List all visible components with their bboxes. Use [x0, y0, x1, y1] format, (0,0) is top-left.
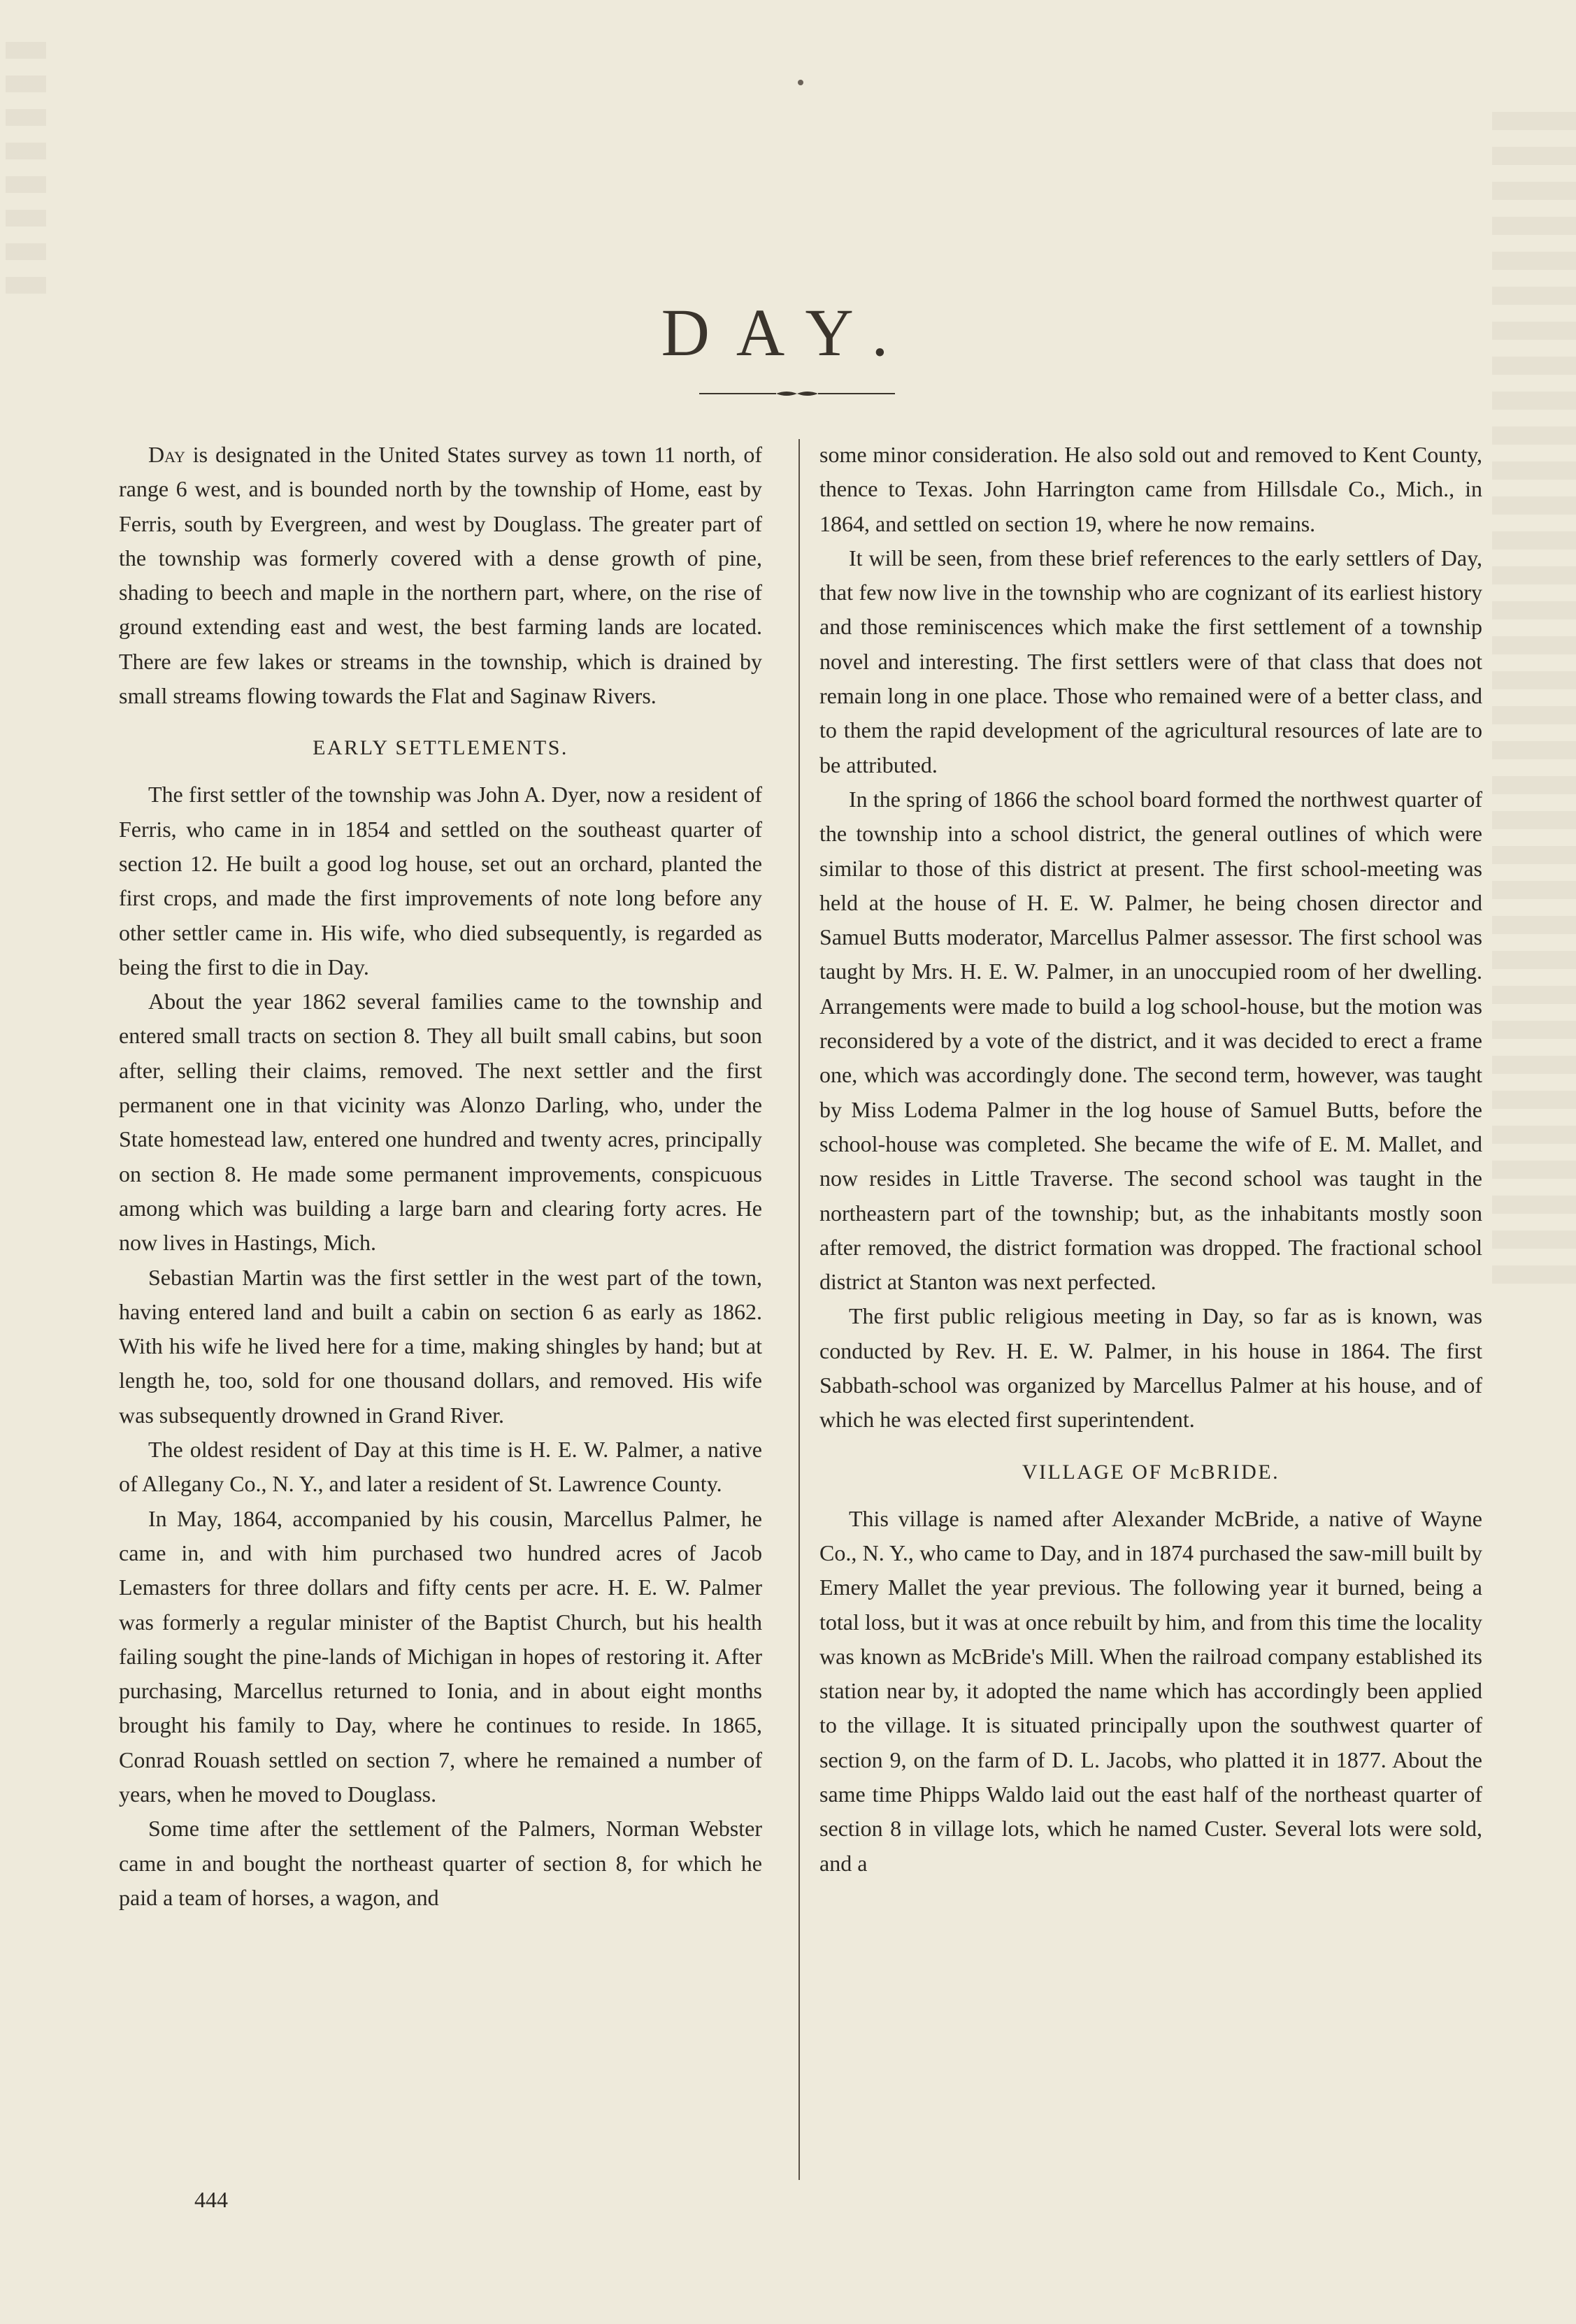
intro-lead: Day — [148, 442, 185, 467]
paragraph: The first public religious meeting in Day, so far as is known, was conducted by Rev. H. E. W. Palmer, in his house in 1864. The first Sabbath-school was organized by Marcellus Palmer at his house, and of which he was elected first superintendent. — [819, 1303, 1482, 1433]
intro-paragraph — [119, 438, 762, 713]
left-column — [119, 438, 762, 1915]
paragraph: some minor consideration. He also sold out and removed to Kent County, thence to Texas. John Harrington came from Hillsdale Co., Mich., in 1864, and settled on section 19, where he now remains. — [819, 442, 1482, 536]
page-number: 444 — [194, 2187, 228, 2212]
paragraph: The first settler of the township was John A. Dyer, now a resident of Ferris, who came in in 1854 and settled on the southeast quarter of section 12. He built a good log house, set out an orchard, planted the first crops, and made the first improvements of note long before any other settler came in. His wife, who died subsequently, is regarded as being the first to die in Day. — [119, 782, 762, 980]
title-ornament — [699, 388, 895, 399]
paragraph: In the spring of 1866 the school board formed the northwest quarter of the township into a school district, the general outlines of which were similar to those of this district at present. The first school-meeting was held at the house of H. E. W. Palmer, he being chosen director and Samuel Butts moderator, Marcellus Palmer assessor. The first school was taught by Mrs. H. E. W. Palmer, in an unoccupied room of her dwelling. Arrangements were made to build a log school-house, but the motion was reconsidered by a vote of the district, and it was decided to erect a frame one, which was accordingly done. The second term, however, was taught by Miss Lodema Palmer in the log house of Samuel Butts, before the school-house was completed. She became the wife of E. M. Mallet, and now resides in Little Traverse. The second school was taught in the northeastern part of the township; but, as the inhabitants mostly soon after removed, the district formation was dropped. The fractional school district at Stanton was next perfected. — [819, 786, 1482, 1295]
paragraph: It will be seen, from these brief references to the early settlers of Day, that few now live in the township who are cognizant of its earliest history and those reminiscences which make the first settlement of a township novel and interesting. The first settlers were of that class that does not remain long in one place. Those who remained were of a better class, and to them the rapid development of the agricultural resources of late are to be attributed. — [819, 545, 1482, 777]
paragraph: The oldest resident of Day at this time is H. E. W. Palmer, a native of Allegany Co., N. Y., and later a resident of St. Lawrence County. — [119, 1437, 762, 1497]
section-heading-early-settlements: EARLY SETTLEMENTS. — [313, 736, 568, 760]
paragraph: Some time after the settlement of the Palmers, Norman Webster came in and bought the northeast quarter of section 8, for which he paid a team of horses, a wagon, and — [119, 1816, 762, 1910]
page-title: DAY. — [661, 295, 915, 370]
paragraph: Sebastian Martin was the first settler in the west part of the town, having entered land and built a cabin on section 6 as early as 1862. With his wife he lived here for a time, making shingles by hand; but at length he, too, sold for one thousand dollars, and removed. His wife was subsequently drowned in Grand River. — [119, 1264, 762, 1428]
show-through-left — [6, 42, 46, 294]
paragraph: About the year 1862 several families came to the township and entered small tracts on section 8. They all built small cabins, but soon after, selling their claims, removed. The next settler and the first permanent one in that vicinity was Alonzo Darling, who, under the State homestead law, entered one hundred and twenty acres, principally on section 8. He made some permanent improvements, conspicuous among which was building a large barn and clearing forty acres. He now lives in Hastings, Mich. — [119, 989, 762, 1256]
paragraph: This village is named after Alexander McBride, a native of Wayne Co., N. Y., who came to Day, and in 1874 purchased the saw-mill built by Emery Mallet the year previous. The following year it burned, being a total loss, but it was at once rebuilt by him, and from this time the locality was known as McBride's Mill. When the railroad company established its station near by, it adopted the name which has accordingly been applied to the village. It is situated principally upon the southwest quarter of section 9, on the farm of D. L. Jacobs, who platted it in 1877. About the same time Phipps Waldo laid out the east half of the northeast quarter of section 8 in village lots, which he named Custer. Several lots were sold, and a — [819, 1505, 1482, 1876]
paragraph: In May, 1864, accompanied by his cousin, Marcellus Palmer, he came in, and with him purchased two hundred acres of Jacob Lemasters for three dollars and fifty cents per acre. H. E. W. Palmer was formerly a regular minister of the Baptist Church, but his health failing sought the pine-lands of Michigan in hopes of restoring it. After purchasing, Marcellus returned to Ionia, and in about eight months brought his family to Day, where he continues to reside. In 1865, Conrad Rouash settled on section 7, where he remained a number of years, when he moved to Douglass. — [119, 1505, 762, 1807]
section-heading-village-of-mcbride: VILLAGE OF McBRIDE. — [1022, 1460, 1280, 1484]
right-column — [819, 438, 1482, 1881]
margin-dot — [798, 80, 803, 85]
intro-text: is designated in the United States survey as town 11 north, of range 6 west, and is bounded north by the township of Home, east by Ferris, south by Evergreen, and west by Douglass. The greater part of the township was formerly covered with a dense growth of pine, shading to beech and maple in the northern part, where, on the rise of ground extending east and west, the best farming lands are located. There are few lakes or streams in the township, which is drained by small streams flowing towards the Flat and Saginaw Rivers. — [119, 442, 762, 709]
column-divider — [798, 439, 800, 2180]
show-through-right — [1492, 112, 1576, 1300]
